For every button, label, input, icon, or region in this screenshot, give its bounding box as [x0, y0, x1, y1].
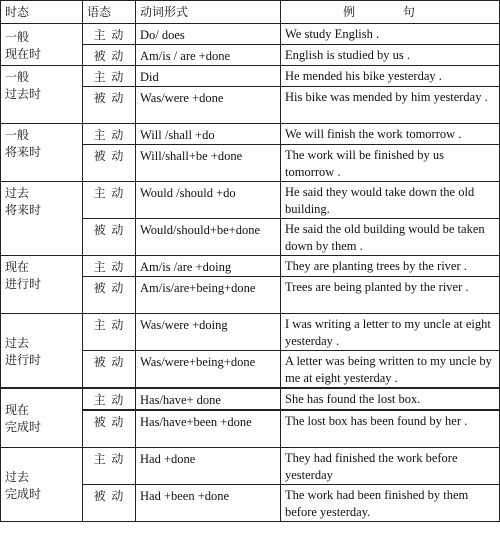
table-row	[1, 447, 500, 484]
example-cell: The lost box has been found by her .	[281, 410, 500, 447]
voice-cell: 被 动	[83, 45, 136, 66]
voice-cell: 被 动	[83, 351, 136, 389]
form-cell: Am/is / are +done	[136, 45, 281, 66]
table-row	[1, 388, 500, 410]
tense-cell: 现在 完成时	[1, 388, 83, 447]
form-cell: Did	[136, 66, 281, 87]
example-cell: A letter was being written to my uncle by me at eight yesterday .	[281, 351, 500, 389]
form-cell: Was/were+being+done	[136, 351, 281, 389]
voice-cell: 主 动	[83, 124, 136, 145]
example-cell: They had finished the work before yesterday	[281, 447, 500, 484]
header-example: 例 句	[281, 1, 500, 24]
form-cell: Was/were +doing	[136, 314, 281, 351]
tense-group	[1, 388, 500, 447]
voice-cell: 被 动	[83, 277, 136, 314]
form-cell: Has/have+been +done	[136, 410, 281, 447]
example-cell: His bike was mended by him yesterday .	[281, 87, 500, 124]
tense-cell: 一般 将来时	[1, 124, 83, 182]
table-row	[1, 256, 500, 277]
tense-group	[1, 182, 500, 256]
tense-cell: 一般 现在时	[1, 24, 83, 66]
form-cell: Had +been +done	[136, 484, 281, 521]
voice-cell: 被 动	[83, 145, 136, 182]
voice-cell: 主 动	[83, 388, 136, 410]
example-cell: He said the old building would be taken down by them .	[281, 219, 500, 256]
voice-cell: 被 动	[83, 219, 136, 256]
header-form: 动词形式	[136, 1, 281, 24]
voice-cell: 主 动	[83, 24, 136, 45]
example-cell: English is studied by us .	[281, 45, 500, 66]
tense-group	[1, 66, 500, 124]
example-cell: They are planting trees by the river .	[281, 256, 500, 277]
tense-group	[1, 447, 500, 521]
header-voice: 语态	[83, 1, 136, 24]
tense-cell: 过去 完成时	[1, 447, 83, 521]
header-tense: 时态	[1, 1, 83, 24]
form-cell: Will /shall +do	[136, 124, 281, 145]
example-cell: He said they would take down the old building.	[281, 182, 500, 219]
voice-cell: 主 动	[83, 66, 136, 87]
header-row	[1, 1, 500, 24]
tense-cell: 现在 进行时	[1, 256, 83, 314]
tense-cell: 过去 将来时	[1, 182, 83, 256]
example-cell: The work had been finished by them before yesterday.	[281, 484, 500, 521]
tense-group	[1, 314, 500, 389]
example-cell: She has found the lost box.	[281, 388, 500, 410]
tense-group	[1, 24, 500, 66]
tense-cell: 过去 进行时	[1, 314, 83, 389]
voice-cell: 被 动	[83, 410, 136, 447]
example-cell: We study English .	[281, 24, 500, 45]
voice-cell: 被 动	[83, 484, 136, 521]
voice-cell: 主 动	[83, 447, 136, 484]
form-cell: Was/were +done	[136, 87, 281, 124]
tense-group	[1, 256, 500, 314]
example-cell: He mended his bike yesterday .	[281, 66, 500, 87]
tense-group	[1, 124, 500, 182]
voice-cell: 主 动	[83, 182, 136, 219]
example-cell: I was writing a letter to my uncle at eight yesterday .	[281, 314, 500, 351]
voice-cell: 主 动	[83, 314, 136, 351]
voice-cell: 被 动	[83, 87, 136, 124]
form-cell: Do/ does	[136, 24, 281, 45]
table-row	[1, 182, 500, 219]
form-cell: Has/have+ done	[136, 388, 281, 410]
form-cell: Will/shall+be +done	[136, 145, 281, 182]
table-row	[1, 314, 500, 351]
form-cell: Had +done	[136, 447, 281, 484]
example-cell: Trees are being planted by the river .	[281, 277, 500, 314]
table-row	[1, 24, 500, 45]
voice-cell: 主 动	[83, 256, 136, 277]
form-cell: Am/is/are+being+done	[136, 277, 281, 314]
form-cell: Would/should+be+done	[136, 219, 281, 256]
form-cell: Am/is /are +doing	[136, 256, 281, 277]
example-cell: The work will be finished by us tomorrow .	[281, 145, 500, 182]
table-row	[1, 66, 500, 87]
tense-cell: 一般 过去时	[1, 66, 83, 124]
table-row	[1, 124, 500, 145]
form-cell: Would /should +do	[136, 182, 281, 219]
example-cell: We will finish the work tomorrow .	[281, 124, 500, 145]
